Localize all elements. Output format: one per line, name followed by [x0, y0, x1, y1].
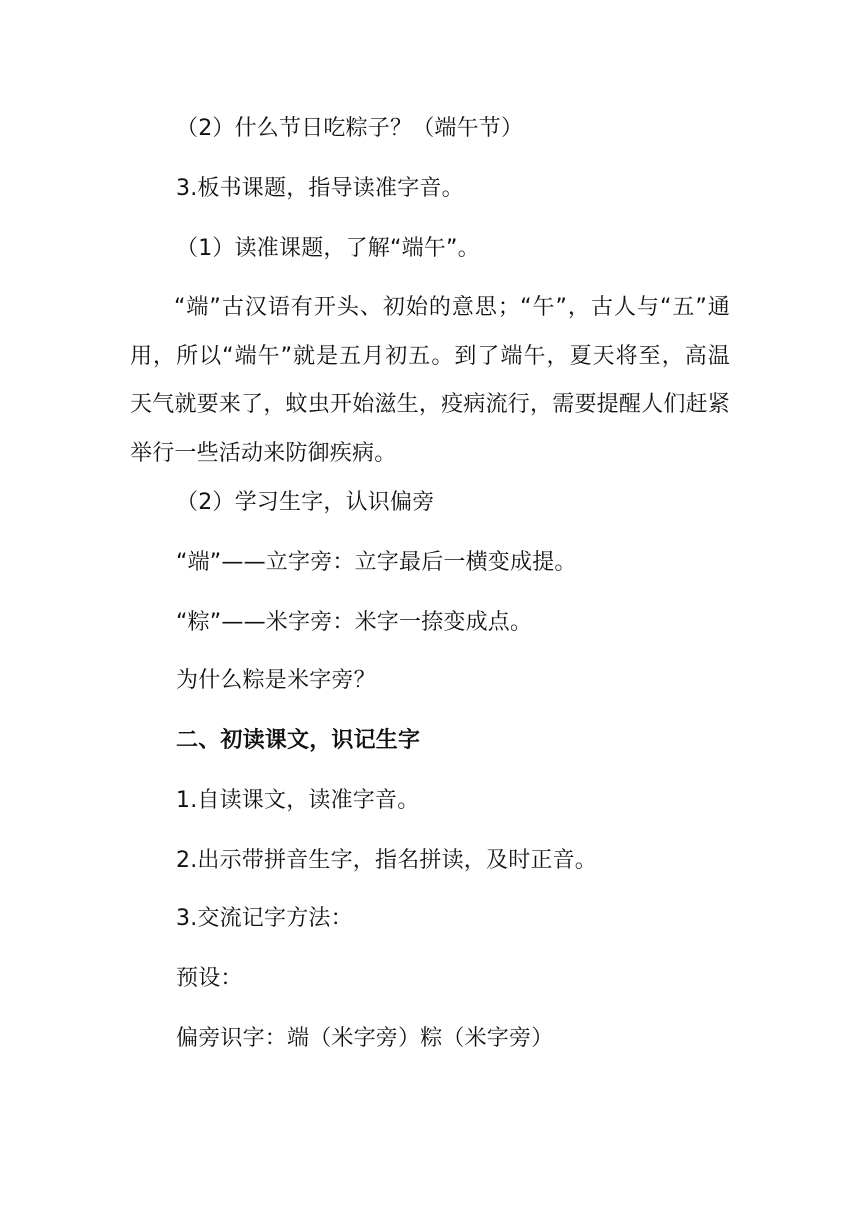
question-zong-radical: 为什么粽是米字旁？ [176, 668, 376, 693]
duanwu-explanation-paragraph: “端”古汉语有开头、初始的意思；“午”，古人与“五”通用，所以“端午”就是五月初五。到了端午，夏天将至，高温天气就要来了，蚊虫开始滋生，疫病流行，需要提醒人们赶紧举行一些活动来防御疾病。 [130, 295, 730, 467]
sub-item-2-learn-characters: （2）学习生字，认识偏旁 [176, 490, 435, 515]
step-3-memory-methods: 3.交流记字方法： [176, 906, 353, 931]
step-1-self-read: 1.自读课文，读准字音。 [176, 788, 420, 813]
step-2-pinyin-characters: 2.出示带拼音生字，指名拼读，及时正音。 [176, 848, 597, 873]
radical-note-duan: “端”——立字旁：立字最后一横变成提。 [176, 550, 577, 575]
preset-label: 预设： [176, 966, 243, 991]
sub-item-2-zongzi-festival: （2）什么节日吃粽子？（端午节） [176, 116, 524, 141]
step-3-title-reading: 3.板书课题，指导读准字音。 [176, 176, 464, 201]
sub-item-1-read-title: （1）读准课题，了解“端午”。 [176, 236, 480, 261]
section-heading-2: 二、初读课文，识记生字 [176, 728, 421, 753]
radical-recognition-line: 偏旁识字：端（米字旁）粽（米字旁） [176, 1026, 554, 1051]
radical-note-zong: “粽”——米字旁：米字一捺变成点。 [176, 610, 533, 635]
